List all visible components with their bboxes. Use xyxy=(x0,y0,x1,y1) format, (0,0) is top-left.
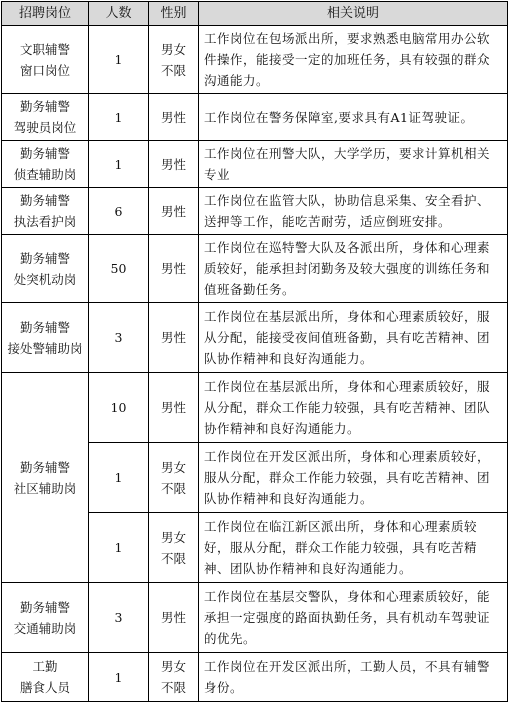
count-cell: 1 xyxy=(89,443,149,513)
position-cell: 勤务辅警 社区辅助岗 xyxy=(2,373,89,583)
gender-cell: 男女 不限 xyxy=(149,26,199,94)
gender-cell: 男性 xyxy=(149,141,199,188)
position-cell: 勤务辅警 驾驶员岗位 xyxy=(2,94,89,141)
table-row xyxy=(2,26,508,94)
position-cell: 勤务辅警 执法看护岗 xyxy=(2,188,89,235)
gender-cell: 男女 不限 xyxy=(149,653,199,702)
table-row xyxy=(2,94,508,141)
description-cell: 工作岗位在开发区派出所，工勤人员，不具有辅警身份。 xyxy=(199,653,508,702)
description-cell: 工作岗位在刑警大队，大学学历，要求计算机相关专业 xyxy=(199,141,508,188)
description-cell: 工作岗位在基层交警队，身体和心理素质较好，能承担一定强度的路面执勤任务，具有机动车驾驶证的优先。 xyxy=(199,583,508,653)
table-header-row xyxy=(2,2,508,26)
description-cell: 工作岗位在巡特警大队及各派出所，身体和心理素质较好，能承担封闭勤务及较大强度的训练任务和值班备勤任务。 xyxy=(199,235,508,303)
count-cell: 1 xyxy=(89,513,149,583)
gender-cell: 男性 xyxy=(149,235,199,303)
header-gender: 性别 xyxy=(149,2,199,26)
count-cell: 1 xyxy=(89,94,149,141)
gender-cell: 男性 xyxy=(149,188,199,235)
table-row xyxy=(2,373,508,443)
table-row xyxy=(2,653,508,702)
description-cell: 工作岗位在警务保障室,要求具有A1证驾驶证。 xyxy=(199,94,508,141)
description-cell: 工作岗位在基层派出所，身体和心理素质较好，服从分配，群众工作能力较强，具有吃苦精神、团队协作精神和良好沟通能力。 xyxy=(199,373,508,443)
count-cell: 3 xyxy=(89,583,149,653)
description-cell: 工作岗位在开发区派出所，身体和心理素质较好，服从分配，群众工作能力较强，具有吃苦精神、团队协作精神和良好沟通能力。 xyxy=(199,443,508,513)
gender-cell: 男性 xyxy=(149,583,199,653)
position-cell: 工勤 膳食人员 xyxy=(2,653,89,702)
position-cell: 文职辅警 窗口岗位 xyxy=(2,26,89,94)
table-row xyxy=(2,583,508,653)
table-row xyxy=(2,235,508,303)
position-cell: 勤务辅警 接处警辅助岗 xyxy=(2,303,89,373)
table-row xyxy=(2,303,508,373)
count-cell: 1 xyxy=(89,653,149,702)
gender-cell: 男女 不限 xyxy=(149,513,199,583)
header-description: 相关说明 xyxy=(199,2,508,26)
count-cell: 6 xyxy=(89,188,149,235)
description-cell: 工作岗位在包场派出所，要求熟悉电脑常用办公软件操作，能接受一定的加班任务，具有较强的群众沟通能力。 xyxy=(199,26,508,94)
count-cell: 10 xyxy=(89,373,149,443)
position-cell: 勤务辅警 处突机动岗 xyxy=(2,235,89,303)
position-cell: 勤务辅警 侦查辅助岗 xyxy=(2,141,89,188)
gender-cell: 男女 不限 xyxy=(149,443,199,513)
header-position: 招聘岗位 xyxy=(2,2,89,26)
count-cell: 3 xyxy=(89,303,149,373)
gender-cell: 男性 xyxy=(149,94,199,141)
count-cell: 1 xyxy=(89,141,149,188)
count-cell: 50 xyxy=(89,235,149,303)
table-row xyxy=(2,188,508,235)
count-cell: 1 xyxy=(89,26,149,94)
description-cell: 工作岗位在临江新区派出所，身体和心理素质较好，服从分配，群众工作能力较强，具有吃苦精神、团队协作精神和良好沟通能力。 xyxy=(199,513,508,583)
header-count: 人数 xyxy=(89,2,149,26)
recruitment-table-container xyxy=(1,1,507,702)
description-cell: 工作岗位在监管大队，协助信息采集、安全看护、送押等工作，能吃苦耐劳，适应倒班安排。 xyxy=(199,188,508,235)
gender-cell: 男性 xyxy=(149,373,199,443)
gender-cell: 男性 xyxy=(149,303,199,373)
description-cell: 工作岗位在基层派出所，身体和心理素质较好，服从分配，能接受夜间值班备勤，具有吃苦精神、团队协作精神和良好沟通能力。 xyxy=(199,303,508,373)
position-cell: 勤务辅警 交通辅助岗 xyxy=(2,583,89,653)
table-row xyxy=(2,141,508,188)
recruitment-table xyxy=(1,1,508,702)
